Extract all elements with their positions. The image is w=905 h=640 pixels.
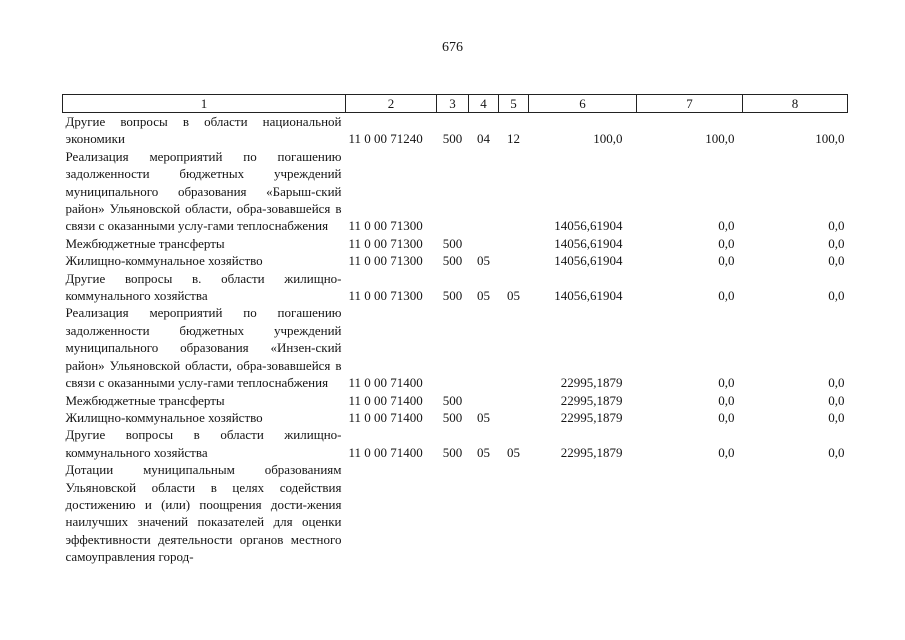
row-value-8: 0,0 xyxy=(828,409,845,425)
row-value-6: 100,0 xyxy=(593,131,623,147)
row-col-3: 500 xyxy=(442,288,463,304)
row-col-4: 05 xyxy=(477,253,490,269)
row-col-3: 500 xyxy=(442,409,463,425)
row-value-8 xyxy=(743,461,848,565)
row-col-5: 05 xyxy=(507,288,520,304)
row-value-6: 22995,1879 xyxy=(560,409,623,425)
table-row xyxy=(63,270,848,305)
row-value-7: 0,0 xyxy=(718,253,735,269)
row-value-8: 0,0 xyxy=(828,253,845,269)
header-col-8: 8 xyxy=(743,95,848,113)
table-row xyxy=(63,235,848,252)
row-col-3: 500 xyxy=(442,392,463,408)
header-col-1: 1 xyxy=(63,95,346,113)
row-value-7 xyxy=(637,461,743,565)
row-value-7: 0,0 xyxy=(718,409,735,425)
row-code: 11 0 00 71300 xyxy=(348,288,423,304)
row-value-8: 100,0 xyxy=(815,131,845,147)
row-col-3 xyxy=(437,461,469,565)
row-col-4: 04 xyxy=(477,131,490,147)
table-row xyxy=(63,304,848,391)
header-col-6: 6 xyxy=(529,95,637,113)
row-code: 11 0 00 71400 xyxy=(348,409,423,425)
budget-table xyxy=(62,94,848,566)
row-value-8: 0,0 xyxy=(828,288,845,304)
table-row xyxy=(63,426,848,461)
row-col-5: 12 xyxy=(507,131,520,147)
table-row xyxy=(63,409,848,426)
header-row xyxy=(63,95,848,113)
header-col-5: 5 xyxy=(499,95,529,113)
header-col-3: 3 xyxy=(437,95,469,113)
row-name: Дотации муниципальным образованиям Ульяновской области в целях содействия достижению и (или) поощрения дости-жения наилучших значений показателей для оценки эффективности деятельности органов местного самоуправления город- xyxy=(65,462,342,565)
row-value-8: 0,0 xyxy=(828,235,845,251)
table-row xyxy=(63,461,848,565)
row-col-5: 05 xyxy=(507,444,520,460)
row-code xyxy=(346,461,437,565)
row-name: Межбюджетные трансферты xyxy=(65,392,225,408)
table-row xyxy=(63,392,848,409)
row-name: Другие вопросы в области жилищно-коммунального хозяйства xyxy=(65,427,342,460)
header-col-7: 7 xyxy=(637,95,743,113)
row-name: Реализация мероприятий по погашению задолженности бюджетных учреждений муниципального образования «Барыш-ский район» Ульяновской области, обра-зовавшейся в связи с оказанными услу-гами теплоснабжения xyxy=(65,148,342,234)
row-name: Жилищно-коммунальное хозяйство xyxy=(65,253,263,269)
row-col-5 xyxy=(499,148,529,235)
page-number: 676 xyxy=(442,40,463,55)
row-col-5 xyxy=(499,392,529,409)
row-value-6: 14056,61904 xyxy=(554,235,623,251)
row-col-3 xyxy=(437,148,469,235)
row-value-6: 22995,1879 xyxy=(560,392,623,408)
row-col-4 xyxy=(469,235,499,252)
row-value-8: 0,0 xyxy=(828,392,845,408)
row-code: 11 0 00 71240 xyxy=(348,131,423,147)
row-code: 11 0 00 71400 xyxy=(348,375,423,391)
row-col-3: 500 xyxy=(442,444,463,460)
row-col-4 xyxy=(469,461,499,565)
row-value-7: 0,0 xyxy=(718,375,735,391)
row-col-3: 500 xyxy=(442,131,463,147)
row-value-7: 0,0 xyxy=(718,444,735,460)
row-col-3: 500 xyxy=(442,253,463,269)
row-name: Межбюджетные трансферты xyxy=(65,235,225,251)
row-value-7: 0,0 xyxy=(718,288,735,304)
row-col-5 xyxy=(499,461,529,565)
row-name: Другие вопросы в области национальной экономики xyxy=(65,114,342,147)
row-value-6: 22995,1879 xyxy=(560,444,623,460)
row-col-3: 500 xyxy=(442,235,463,251)
row-value-8: 0,0 xyxy=(828,375,845,391)
row-col-4 xyxy=(469,148,499,235)
row-value-7: 100,0 xyxy=(705,131,735,147)
row-code: 11 0 00 71400 xyxy=(348,392,423,408)
row-col-5 xyxy=(499,252,529,269)
row-col-3 xyxy=(437,304,469,391)
table-row xyxy=(63,113,848,148)
table-row xyxy=(63,148,848,235)
row-col-4 xyxy=(469,392,499,409)
row-value-8: 0,0 xyxy=(828,444,845,460)
row-value-6 xyxy=(529,461,637,565)
row-value-6: 22995,1879 xyxy=(560,375,623,391)
row-name: Реализация мероприятий по погашению задолженности бюджетных учреждений муниципального образования «Инзен-ский район» Ульяновской области, обра-зовавшейся в связи с оказанными услу-гами теплоснабжения xyxy=(65,305,342,391)
row-code: 11 0 00 71300 xyxy=(348,235,423,251)
row-col-5 xyxy=(499,409,529,426)
row-code: 11 0 00 71300 xyxy=(348,218,423,234)
row-value-6: 14056,61904 xyxy=(554,253,623,269)
row-value-7: 0,0 xyxy=(718,218,735,234)
row-code: 11 0 00 71300 xyxy=(348,253,423,269)
row-col-4: 05 xyxy=(477,288,490,304)
row-code: 11 0 00 71400 xyxy=(348,444,423,460)
row-col-4: 05 xyxy=(477,409,490,425)
row-value-8: 0,0 xyxy=(828,218,845,234)
header-col-4: 4 xyxy=(469,95,499,113)
table-row xyxy=(63,252,848,269)
row-col-5 xyxy=(499,235,529,252)
row-value-7: 0,0 xyxy=(718,392,735,408)
table-header xyxy=(63,95,848,113)
row-name: Жилищно-коммунальное хозяйство xyxy=(65,409,263,425)
row-col-4 xyxy=(469,304,499,391)
table-body xyxy=(63,113,848,566)
row-col-5 xyxy=(499,304,529,391)
row-value-7: 0,0 xyxy=(718,235,735,251)
row-value-6: 14056,61904 xyxy=(554,288,623,304)
row-name: Другие вопросы в. области жилищно-коммунального хозяйства xyxy=(65,270,342,304)
row-col-4: 05 xyxy=(477,444,490,460)
header-col-2: 2 xyxy=(346,95,437,113)
row-value-6: 14056,61904 xyxy=(554,218,623,234)
